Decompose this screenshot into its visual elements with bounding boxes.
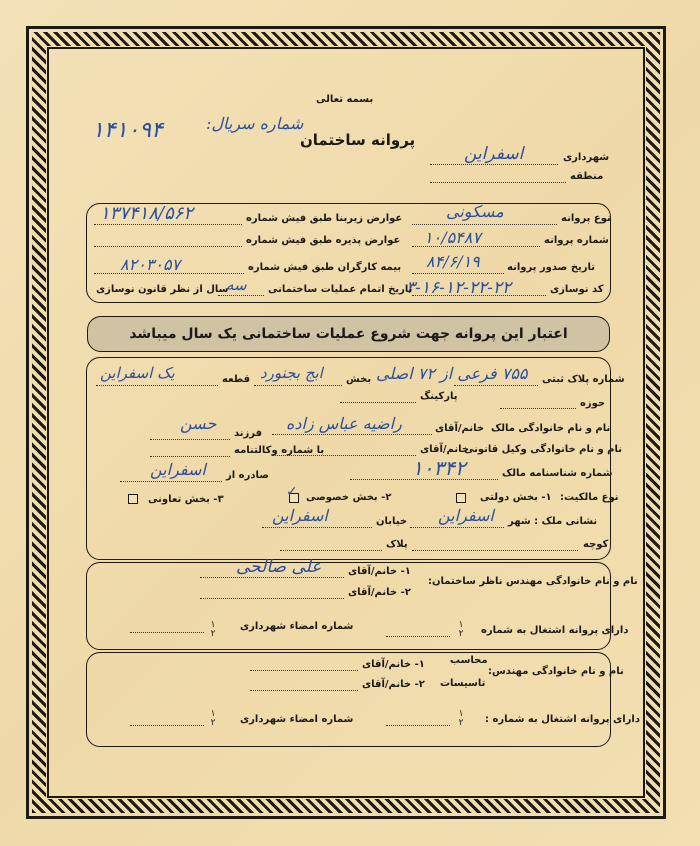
fraction-1: ۱ ۲ [458,620,464,639]
issued-from-value: اسفراین [150,460,206,479]
area-line [500,408,576,409]
supervisor-signature-label: شماره امضاء شهرداری [240,621,354,632]
supervisor-license-line [386,636,450,637]
check-mark-icon: ✓ [286,484,298,500]
owner-id-value: ۱۰۳۴۲ [412,456,466,480]
section-line [254,385,342,386]
city-line [410,527,504,528]
renovation-code-value: ۳-۱۶-۱۲-۲۲-۲۲ [406,278,512,298]
engineer-role1-line [250,670,358,671]
child-of-value: حسن [180,414,217,433]
owner-name-label: نام و نام خانوادگی مالک [491,423,611,434]
ownership-type-label: نوع مالکیت: [560,492,619,503]
street-label: خیابان [376,516,408,527]
workers-insurance-value: ۸۲۰۳۰۵۷ [120,255,181,274]
plaque-value: ۷۵۵ فرعی از ۷۲ اصلی [376,364,528,383]
validity-banner: اعتبار این پروانه جهت شروع عملیات ساختمانی یک سال میباشد [87,316,610,352]
document-title: پروانه ساختمان [300,131,416,149]
fraction-4: ۱ ۲ [210,709,216,728]
ownership-checkbox-gov[interactable] [456,493,466,503]
issue-date-label: تاریخ صدور پروانه [507,262,596,273]
completion-date-label: تاریخ اتمام عملیات ساختمانی [268,284,413,295]
supervisor-line2 [200,598,344,599]
completion-suffix: سال از نظر قانون نوسازی [96,284,229,295]
supervisor-signature-line [130,632,204,633]
parking-label: پارکینگ [420,391,458,402]
issued-from-label: صادره از [226,470,269,481]
region-line [430,182,566,183]
engineer-signature-label: شماره امضاء شهرداری [240,714,354,725]
child-of-label: فرزند [234,428,263,439]
owner-id-label: شماره شناسنامه مالک [502,468,613,479]
engineer-role1-title: ۱- خانم/آقای [362,659,425,670]
owner-name-value: راضیه عباس زاده [286,414,402,433]
issued-from-line [120,481,222,482]
lawyer-label: نام و نام خانوادگی وکیل قانونی [464,444,623,455]
renovation-code-label: کد نوسازی [550,284,604,295]
section-value: ابج بجنورد [260,364,323,382]
engineer-role2-title: ۲- خانم/آقای [362,679,425,690]
ownership-checkbox-coop[interactable] [128,494,138,504]
municipality-value: اسفراین [464,144,524,164]
parking-line [340,402,416,403]
ownership-opt2: ۲- بخش خصوصی [306,492,392,503]
alley-label: کوچه [583,539,609,550]
owner-title: خانم/آقای [435,423,485,434]
serial-number: ۱۴۱۰۹۴ [92,118,163,143]
property-info-box [86,357,611,560]
engineer-role2-line [250,690,358,691]
lot-label: قطعه [222,374,250,385]
owner-name-line [272,434,432,435]
lot-line [96,385,218,386]
plaque-label: شماره پلاک ثبتی [542,374,625,385]
bismillah: بسمه تعالی [316,94,374,105]
plaque-line [454,385,538,386]
infra-fees-line [94,224,242,225]
lot-value: یک اسفراین [100,364,175,382]
city-value: اسفراین [438,506,494,525]
infra-fees-value: ۱۳۷۴۱۸/۵۶۲ [100,203,194,224]
workers-insurance-label: بیمه کارگران طبق فیش شماره [248,262,402,273]
acceptance-fees-line [94,246,242,247]
plate-label: پلاک [386,539,408,550]
child-of-line [150,439,230,440]
lawyer-title: خانم/آقای [420,444,470,455]
ownership-opt1: ۱- بخش دولتی [480,492,552,503]
infra-fees-label: عوارض زیربنا طبق فیش شماره [246,213,403,224]
ownership-opt3: ۳- بخش تعاونی [148,494,224,505]
alley-line [412,550,578,551]
permit-type-value: مسکونی [446,202,504,221]
fraction-3: ۱ ۲ [458,709,464,728]
permit-number-value: ۱۰/۵۴۸۷ [424,228,481,247]
street-line [262,527,372,528]
completion-value: سه [226,276,247,294]
municipality-line [430,164,558,165]
engineer-role2: تاسیسات [440,678,486,689]
permit-number-label: شماره پروانه [544,235,609,246]
supervisor-line2-title: ۲- خانم/آقای [348,587,411,598]
area-label: حوزه [580,398,606,409]
supervisor-license-label: دارای پروانه اشتغال به شماره [481,625,629,636]
plate-line [280,550,382,551]
engineer-license-label: دارای پروانه اشتغال به شماره : [485,714,640,725]
issue-date-line [412,273,504,274]
supervisor-label: نام و نام خانوادگی مهندس ناظر ساختمان: [428,576,638,587]
section-label: بخش [346,374,372,385]
engineer-signature-line [130,725,204,726]
address-label: نشانی ملک : شهر [508,516,598,527]
supervisor-line1-title: ۱- خانم/آقای [348,566,411,577]
lawyer-id-line [150,456,230,457]
municipality-label: شهرداری [563,152,610,163]
lawyer-id-label: با شماره وکالتنامه [234,445,325,456]
permit-type-line [412,224,557,225]
region-label: منطقه [570,171,604,182]
supervisor-line1 [200,577,344,578]
permit-type-label: نوع پروانه [561,213,611,224]
supervisor-line1-value: علی صالحی [236,557,322,577]
serial-label-handwritten: شماره سریال: [206,114,304,133]
acceptance-fees-label: عوارض پذیره طبق فیش شماره [246,235,401,246]
engineer-license-line [386,725,450,726]
fraction-2: ۱ ۲ [210,620,216,639]
street-value: اسفراین [272,506,328,525]
completion-line [218,295,264,296]
engineer-role1: محاسب [450,655,488,666]
engineer-label: نام و نام خانوادگی مهندس: [488,666,624,677]
issue-date-value: ۸۴/۶/۱۹ [426,252,480,271]
